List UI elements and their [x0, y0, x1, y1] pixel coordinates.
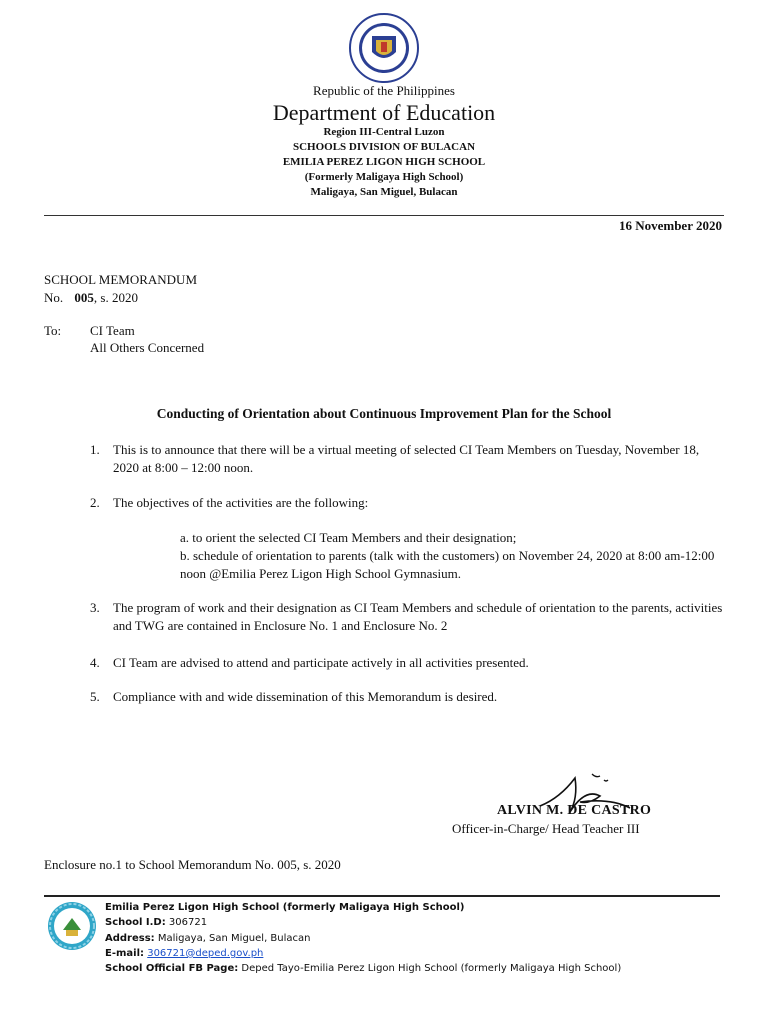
memo-subject: Conducting of Orientation about Continuous Improvement Plan for the School	[156, 406, 612, 421]
enclosure-note: Enclosure no.1 to School Memorandum No. 005, s. 2020	[44, 857, 341, 872]
item-number: 5.	[90, 689, 100, 704]
footer-school-name	[105, 900, 465, 915]
signatory-title: Officer-in-Charge/ Head Teacher III	[452, 821, 640, 836]
footer-address-label: Address:	[105, 933, 155, 944]
signatory-name: ALVIN M. DE CASTRO	[497, 803, 652, 818]
region-text: Region III-Central Luzon	[323, 126, 445, 138]
memo-no-value: 005	[74, 290, 94, 305]
department-title: Department of Education	[272, 100, 496, 125]
formerly-text: (Formerly Maligaya High School)	[304, 171, 464, 183]
objective-a: a. to orient the selected CI Team Members and their designation;	[180, 530, 517, 545]
item-text: This is to announce that there will be a virtual meeting of selected CI Team Members on Tuesday, November 18, 2020 at 8:00 – 12:00 noon.	[113, 442, 700, 475]
school-address: Maligaya, San Miguel, Bulacan	[310, 186, 458, 198]
footer-email	[105, 946, 263, 961]
republic-text: Republic of the Philippines	[313, 83, 455, 98]
footer-fb-page	[105, 961, 621, 976]
school-logo	[46, 900, 98, 952]
item-number: 2.	[90, 495, 100, 510]
to-recipient-2: All Others Concerned	[90, 340, 205, 355]
item-text: The program of work and their designation as CI Team Members and schedule of orientation to the parents, activities and TWG are contained in Enclosure No. 1 and Enclosure No. 2	[113, 600, 723, 633]
item-number: 1.	[90, 442, 100, 457]
division-text: SCHOOLS DIVISION OF BULACAN	[292, 141, 476, 153]
footer-email-label: E-mail:	[105, 948, 145, 959]
footer-address	[105, 931, 311, 946]
item-number: 4.	[90, 655, 100, 670]
memo-no-label: No.	[44, 290, 64, 305]
memo-number	[44, 290, 138, 306]
memo-date: 16 November 2020	[618, 218, 722, 233]
objective-b: b. schedule of orientation to parents (talk with the customers) on November 24, 2020 at 8:00 am-12:00 noon @Emilia Perez Ligon High School Gymnasium.	[180, 548, 715, 581]
item-text: The objectives of the activities are the following:	[113, 495, 369, 510]
footer-fb-label: School Official FB Page:	[105, 963, 239, 974]
footer-id-value: 306721	[165, 917, 208, 928]
item-number: 3.	[90, 600, 100, 615]
deped-seal-logo	[348, 12, 420, 84]
footer-school-id	[105, 915, 207, 930]
school-name: EMILIA PEREZ LIGON HIGH SCHOOL	[282, 156, 486, 168]
item-text: Compliance with and wide dissemination of this Memorandum is desired.	[113, 689, 498, 704]
memo-type: SCHOOL MEMORANDUM	[44, 272, 198, 287]
footer-fb-value: Deped Tayo-Emilia Perez Ligon High School (formerly Maligaya High School)	[238, 963, 622, 974]
footer-divider	[44, 895, 720, 897]
item-text: CI Team are advised to attend and participate actively in all activities presented.	[113, 655, 529, 670]
memo-series: , s. 2020	[93, 290, 138, 305]
to-recipient-1: CI Team	[90, 323, 135, 338]
header-divider	[44, 215, 724, 216]
email-link[interactable]: 306721@deped.gov.ph	[147, 948, 264, 959]
footer-id-label: School I.D:	[105, 917, 166, 928]
to-label: To:	[44, 323, 62, 338]
footer-school: Emilia Perez Ligon High School (formerly Maligaya High School)	[105, 902, 465, 913]
footer-address-value: Maligaya, San Miguel, Bulacan	[154, 933, 311, 944]
